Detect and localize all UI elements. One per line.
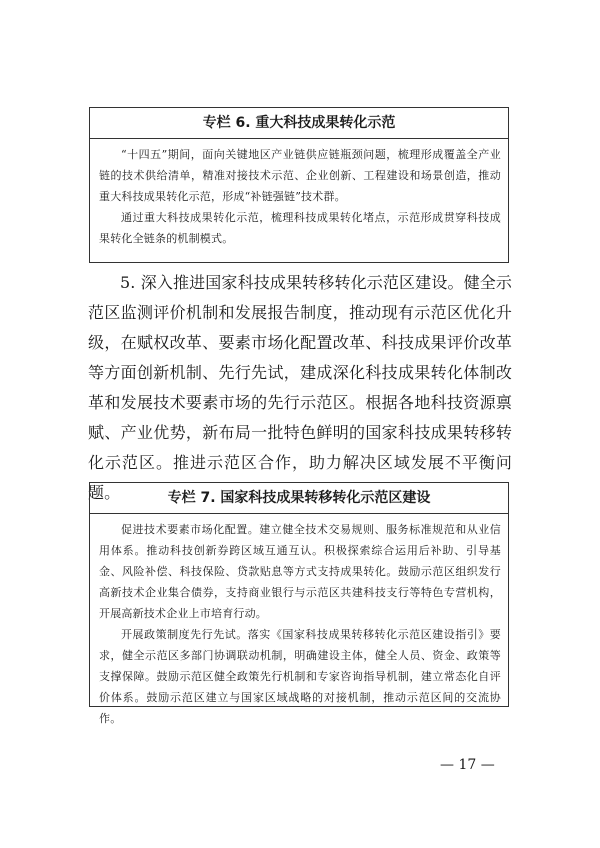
box-6-title: 专栏 6. 重大科技成果转化示范 [90, 108, 508, 139]
box-6-paragraph: “十四五”期间，面向关键地区产业链供应链瓶颈问题，梳理形成覆盖全产业链的技术供给清单，精准对接技术示范、企业创新、工程建设和场景创造，推动重大科技成果转化示范，形成“补链强链”技术群。 [99, 148, 501, 203]
sidebar-box-6 [89, 107, 509, 263]
page-number: — 17 — [440, 757, 495, 773]
box-6-body [90, 139, 508, 254]
box-7-body [90, 514, 508, 734]
box-6-paragraph: 通过重大科技成果转化示范，梳理科技成果转化堵点，示范形成贯穿科技成果转化全链条的机制模式。 [99, 211, 501, 245]
box-7-paragraph: 开展政策制度先行先试。落实《国家科技成果转移转化示范区建设指引》要求，健全示范区多部门协调联动机制，明确建设主体，健全人员、资金、政策等支撑保障。鼓励示范区健全政策先行机制和专家咨询指导机制，建立常态化自评价体系。鼓励示范区建立与国家区域战略的对接机制，推动示范区间的交流协作。 [99, 628, 501, 725]
sidebar-box-7 [89, 482, 509, 725]
box-7-title: 专栏 7. 国家科技成果转移转化示范区建设 [90, 483, 508, 514]
main-paragraph: 5. 深入推进国家科技成果转移转化示范区建设。健全示范区监测评价机制和发展报告制度，推动现有示范区优化升级，在赋权改革、要素市场化配置改革、科技成果评价改革等方面创新机制、先行先试，建成深化科技成果转化体制改革和发展技术要素市场的先行示范区。根据各地科技资源禀赋、产业优势，新布局一批特色鲜明的国家科技成果转移转化示范区。推进示范区合作，助力解决区域发展不平衡问题。 [88, 273, 512, 502]
box-7-paragraph: 促进技术要素市场化配置。建立健全技术交易规则、服务标准规范和从业信用体系。推动科技创新券跨区域互通互认。积极探索综合运用后补助、引导基金、风险补偿、科技保险、贷款贴息等方式支持成果转化。鼓励示范区组织发行高新技术企业集合债券，支持商业银行与示范区共建科技支行等特色专营机构，开展高新技术企业上市培育行动。 [99, 523, 501, 620]
main-text [88, 268, 512, 508]
